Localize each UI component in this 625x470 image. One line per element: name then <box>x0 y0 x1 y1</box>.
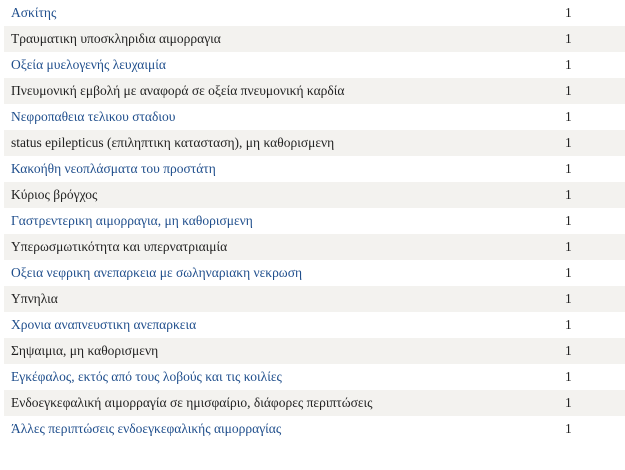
table-row <box>4 156 625 182</box>
table-row <box>4 52 625 78</box>
diagnosis-link[interactable]: Άλλες περιπτώσεις ενδοεγκεφαλικής αιμορραγίας <box>11 421 282 436</box>
table-row <box>4 130 625 156</box>
count-value: 1 <box>565 83 572 98</box>
count-value: 1 <box>565 291 572 306</box>
table-row <box>4 208 625 234</box>
diagnosis-label: Υπνηλια <box>11 291 58 306</box>
diagnosis-link[interactable]: Γαστρεντερικη αιμορραγια, μη καθορισμενη <box>11 213 253 228</box>
table-row <box>4 338 625 364</box>
table-row <box>4 0 625 26</box>
count-value: 1 <box>565 109 572 124</box>
table-row <box>4 260 625 286</box>
diagnosis-label: Πνευμονική εμβολή με αναφορά σε οξεία πνευμονική καρδία <box>11 83 345 98</box>
count-value: 1 <box>565 317 572 332</box>
table-row <box>4 416 625 442</box>
diagnosis-link[interactable]: Νεφροπαθεια τελικου σταδιου <box>11 109 176 124</box>
diagnosis-link[interactable]: Εγκέφαλος, εκτός από τους λοβούς και τις κοιλίες <box>11 369 282 384</box>
count-value: 1 <box>565 161 572 176</box>
count-value: 1 <box>565 369 572 384</box>
count-value: 1 <box>565 187 572 202</box>
table-row <box>4 390 625 416</box>
table-row <box>4 312 625 338</box>
diagnosis-label: Ενδοεγκεφαλική αιμορραγία σε ημισφαίριο, διάφορες περιπτώσεις <box>11 395 373 410</box>
table-row <box>4 78 625 104</box>
diagnosis-link[interactable]: Οξεια νεφρικη ανεπαρκεια με σωληναριακη νεκρωση <box>11 265 303 280</box>
diagnosis-link[interactable]: Οξεία μυελογενής λευχαιμία <box>11 57 166 72</box>
count-value: 1 <box>565 213 572 228</box>
count-value: 1 <box>565 395 572 410</box>
diagnosis-label: Κύριος βρόγχος <box>11 187 98 202</box>
table-row <box>4 234 625 260</box>
count-value: 1 <box>565 135 572 150</box>
diagnosis-table <box>4 0 625 442</box>
count-value: 1 <box>565 239 572 254</box>
diagnosis-link[interactable]: Κακοήθη νεοπλάσματα του προστάτη <box>11 161 216 176</box>
count-value: 1 <box>565 5 572 20</box>
count-value: 1 <box>565 31 572 46</box>
diagnosis-label: Τραυματικη υποσκληριδια αιμορραγια <box>11 31 221 46</box>
count-value: 1 <box>565 421 572 436</box>
table-row <box>4 26 625 52</box>
table-row <box>4 364 625 390</box>
count-value: 1 <box>565 57 572 72</box>
diagnosis-label: Υπερωσμωτικότητα και υπερνατριαιμία <box>11 239 228 254</box>
table-row <box>4 104 625 130</box>
diagnosis-label: Σηψαιμια, μη καθορισμενη <box>11 343 159 358</box>
count-value: 1 <box>565 343 572 358</box>
table-row <box>4 286 625 312</box>
diagnosis-link[interactable]: Χρονια αναπνευστικη ανεπαρκεια <box>11 317 197 332</box>
table-row <box>4 182 625 208</box>
diagnosis-link[interactable]: Ασκίτης <box>11 5 57 20</box>
diagnosis-label: status epilepticus (επιληπτικη κατασταση), μη καθορισμενη <box>11 135 335 150</box>
count-value: 1 <box>565 265 572 280</box>
